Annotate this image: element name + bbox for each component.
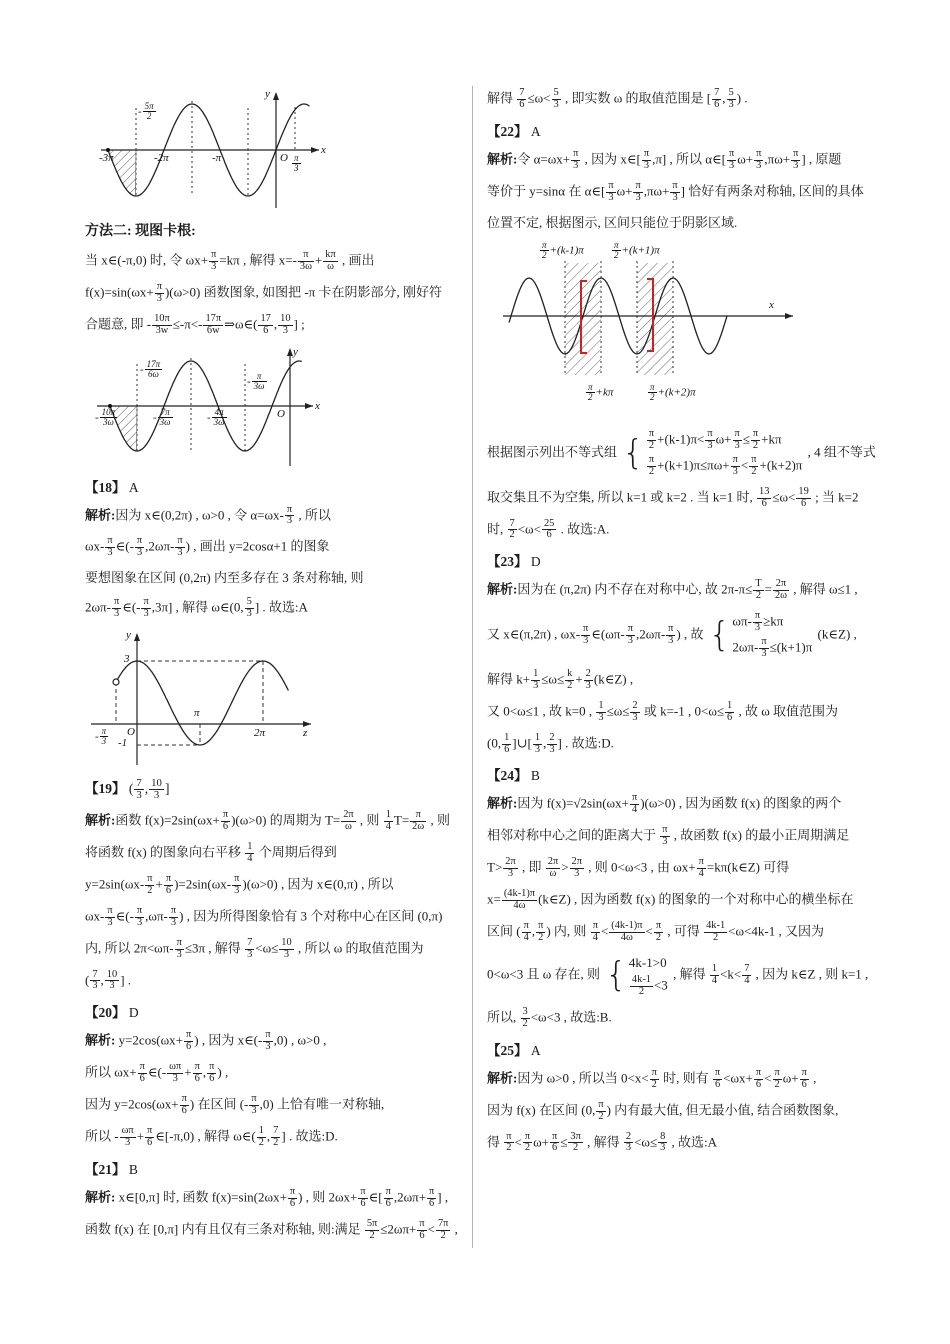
- fig4-label-top-left: $\frac{\pi}{2}$ +(k-1)π: [542, 240, 584, 261]
- text-line: 所以 ωx+ $\frac{\pi}{6}$ ∈(- $\frac{\omega\pi}{3}$ + $\frac{\pi}{6}$ , $\frac{\pi}{6}$ ) ,: [85, 1061, 229, 1085]
- text-line: 解得 k+ $\frac{1}{3}$ ≤ω≤ $\frac{k}{2}$ + $\frac{2}{3}$ (k∈Z) ,: [487, 667, 634, 691]
- fig3-label-z: z: [303, 726, 308, 739]
- fig3-label-m1: -1: [118, 736, 128, 749]
- right-column: [487, 88, 879, 1163]
- problem-20-head: 【20】 D: [85, 1005, 139, 1021]
- fig2-label-origin: O: [277, 407, 285, 420]
- problem-22-solution: [487, 149, 879, 232]
- fig2-label-m4pi3w: - $\frac{4\pi}{3\omega}$: [207, 406, 225, 427]
- fig4-label-bottom-left: $\frac{\pi}{2}$ +kπ: [588, 382, 614, 403]
- fig4-label-x: x: [769, 299, 774, 312]
- problem-21-solution-continued: [487, 88, 879, 111]
- problem-18-solution: [85, 505, 465, 620]
- problem-21-solution: [85, 1187, 465, 1242]
- fig3-label-origin: O: [127, 725, 135, 738]
- text-line: ωx- $\frac{\pi}{3}$ ∈(- $\frac{\pi}{3}$ ,2ωπ- $\frac{\pi}{3}$ ) , 画出 y=2cosα+1 的图象: [85, 535, 330, 559]
- problem-22-solution-part2: [487, 429, 879, 541]
- problem-25-solution: [487, 1068, 879, 1155]
- text-line: 要想图象在区间 (0,2π) 内至多存在 3 条对称轴, 则: [85, 570, 364, 586]
- text-line: 解析: y=2cos(ωx+ $\frac{\pi}{6}$ ) , 因为 x∈(- $\frac{\pi}{3}$ ,0) , ω>0 ,: [85, 1029, 327, 1053]
- text-line: 内, 所以 2π<ωπ- $\frac{\pi}{3}$ ≤3π , 解得 $\frac{7}{3}$ <ω≤ $\frac{10}{3}$ , 所以 ω 的取值范围为: [85, 936, 424, 960]
- fig1-y-arrow: [273, 92, 279, 100]
- text-line: 等价于 y=sinα 在 α∈[ $\frac{\pi}{3}$ ω+ $\frac{\pi}{3}$ ,πω+ $\frac{\pi}{3}$ ] 恰好有两条对称轴, 区间的具体: [487, 179, 864, 203]
- fig4-hatch-band-2: [637, 263, 673, 375]
- problem-24-head: 【24】 B: [487, 768, 540, 784]
- text-line: 因为 y=2cos(ωx+ $\frac{\pi}{6}$ ) 在区间 (- $\frac{\pi}{3}$ ,0) 上恰有唯一对称轴,: [85, 1093, 385, 1116]
- problem-23-solution: [487, 579, 879, 755]
- fig2-label-x: x: [315, 399, 320, 412]
- fig2-label-m7pi3w: - $\frac{7\pi}{3\omega}$: [153, 406, 171, 427]
- figure-sine-4: [501, 241, 803, 419]
- fig2-label-y: y: [293, 345, 298, 358]
- text-line: ( $\frac{7}{3}$ , $\frac{10}{3}$ ] .: [85, 968, 132, 992]
- fig4-hatch-band-1: [565, 263, 601, 375]
- figure-sine-2: [95, 346, 327, 470]
- fig1-label-y: y: [265, 88, 270, 100]
- text-line: y=2sin(ωx- $\frac{\pi}{2}$ + $\frac{\pi}{6}$ )=2sin(ωx- $\frac{\pi}{3}$ )(ω>0) , 因为 x∈(0,π) , 所以: [85, 872, 394, 896]
- problem-22-head: 【22】 A: [487, 123, 541, 139]
- fig2-label-m10pi3w: - $\frac{10\pi}{3\omega}$: [95, 406, 116, 427]
- text-line: 得 $\frac{\pi}{2}$ < $\frac{\pi}{2}$ ω+ $\frac{\pi}{6}$ ≤ $\frac{3\pi}{2}$ , 解得 $\frac{2}{3}$ <ω≤ $\frac{8}{3}$ , 故选:A: [487, 1130, 718, 1154]
- text-line: 当 x∈(-π,0) 时, 令 ωx+ $\frac{\pi}{3}$ =kπ , 解得 x=- $\frac{\pi}{3\omega}$ + $\frac{k\pi}{\omega}$ , 画出: [85, 249, 375, 272]
- text-line: 因为 f(x) 在区间 (0, $\frac{\pi}{2}$ ) 内有最大值, 但无最小值, 结合函数图象,: [487, 1098, 839, 1122]
- fig3-label-2pi: 2π: [254, 726, 266, 739]
- text-line: 解析:因为 ω>0 , 所以当 0<x< $\frac{\pi}{2}$ 时, 则有 $\frac{\pi}{6}$ <ωx+ $\frac{\pi}{6}$ < $\frac{\pi}{2}$ ω+ $\frac{\pi}{6}$ ,: [487, 1066, 817, 1090]
- fig1-label-minuspi: -π: [212, 152, 222, 164]
- text-line: 解析:令 α=ωx+ $\frac{\pi}{3}$ , 因为 x∈[ $\frac{\pi}{3}$ ,π] , 所以 α∈[ $\frac{\pi}{3}$ ω+ $\frac{\pi}{3}$ ,πω+ $\frac{\pi}{3}$ ] , 原题: [487, 147, 842, 171]
- text-line: 2ωπ- $\frac{\pi}{3}$ ∈(- $\frac{\pi}{3}$ ,3π] , 解得 ω∈(0, $\frac{5}{3}$ ] . 故选:A: [85, 595, 308, 619]
- text-line: 又 x∈(π,2π) , ωx- $\frac{\pi}{3}$ ∈(ωπ- $\frac{\pi}{3}$ ,2ωπ- $\frac{\pi}{3}$ ) , 故 { ωπ- $\frac{\pi}{3}$ ≥kπ 2ωπ- $\frac{\pi}{3}$ ≤(k+1)π (k∈Z) ,: [487, 610, 857, 660]
- text-line: 解析:因为 x∈(0,2π) , ω>0 , 令 α=ωx- $\frac{\pi}{3}$ , 所以: [85, 503, 331, 527]
- fig1-x-arrow: [311, 147, 319, 153]
- text-line: x= $\frac{(4k-1)\pi}{4\omega}$ (k∈Z) , 因为函数 f(x) 的图象的一个对称中心的横坐标在: [487, 888, 854, 911]
- text-line: 合题意, 即 - $\frac{10\pi}{3w}$ ≤-π<- $\frac{17\pi}{6w}$ ⇒ω∈( $\frac{17}{6}$ , $\frac{10}{3}$ ] ;: [85, 312, 305, 336]
- fig2-x-arrow: [305, 403, 313, 409]
- fig1-label-pi3: $\frac{\pi}{3}$: [294, 153, 299, 174]
- fig1-label-x: x: [321, 144, 326, 156]
- text-line: 根据图示列出不等式组 { $\frac{\pi}{2}$ +(k-1)π< $\frac{\pi}{3}$ ω+ $\frac{\pi}{3}$ ≤ $\frac{\pi}{2}$ +kπ $\frac{\pi}{2}$ +(k+1)π≤πω+ $\frac{\pi}{3}$ < $\frac{\pi}{2}$ +(k+2)π , 4 组不等式: [487, 428, 876, 477]
- problem-18-head: 【18】 A: [85, 479, 139, 495]
- fig4-label-top-right: $\frac{\pi}{2}$ +(k+1)π: [614, 240, 660, 261]
- fig3-label-y: y: [126, 628, 131, 641]
- fig1-label-minus5pi2: - $\frac{5\pi}{2}$: [138, 101, 154, 122]
- fig1-label-origin: O: [280, 152, 288, 164]
- figure-cosine-3-canvas: [87, 629, 319, 771]
- text-line: 解析: x∈[0,π] 时, 函数 f(x)=sin(2ωx+ $\frac{\pi}{6}$ ) , 则 2ωx+ $\frac{\pi}{6}$ ∈[ $\frac{\pi}{6}$ ,2ωπ+ $\frac{\pi}{6}$ ] ,: [85, 1185, 449, 1209]
- problem-25-head: 【25】 A: [487, 1042, 541, 1058]
- text-line: T> $\frac{2\pi}{3}$ , 即 $\frac{2\pi}{\omega}$ > $\frac{2\pi}{3}$ , 则 0<ω<3 , 由 ωx+ $\frac{\pi}{4}$ =kπ(k∈Z) 可得: [487, 856, 790, 880]
- fig3-y-arrow: [134, 633, 140, 641]
- text-line: 所以, $\frac{3}{2}$ <ω<3 , 故选:B.: [487, 1006, 612, 1029]
- figure-sine-1-canvas: [99, 88, 331, 212]
- method2-heading: 方法二: 现图卡根:: [85, 224, 196, 239]
- figure-cosine-3: [87, 629, 319, 771]
- text-line: 解析:因为在 (π,2π) 内不存在对称中心, 故 2π-π≤ $\frac{T}{2}$ = $\frac{2\pi}{2\omega}$ , 解得 ω≤1 ,: [487, 578, 858, 602]
- text-line: 0<ω<3 且 ω 存在, 则 { 4k-1>0 $\frac{4k-1}{2}$ <3 , 解得 $\frac{1}{4}$ <k< $\frac{7}{4}$ , 因为 k∈Z , 则 k=1 ,: [487, 954, 869, 998]
- text-line: 时, $\frac{7}{2}$ <ω< $\frac{25}{6}$ . 故选:A.: [487, 517, 610, 541]
- text-line: 解得 $\frac{7}{6}$ ≤ω< $\frac{5}{3}$ , 即实数 ω 的取值范围是 [ $\frac{7}{6}$ , $\frac{5}{3}$ ) .: [487, 87, 748, 110]
- problem-20-solution: [85, 1030, 465, 1148]
- text-line: f(x)=sin(ωx+ $\frac{\pi}{3}$ )(ω>0) 函数图象, 如图把 -π 卡在阴影部分, 刚好符: [85, 280, 442, 304]
- method2-text: [85, 250, 465, 337]
- text-line: 所以 - $\frac{\omega\pi}{3}$ + $\frac{\pi}{6}$ ∈[-π,0) , 解得 ω∈( $\frac{1}{2}$ , $\frac{7}{2}$ ] . 故选:D.: [85, 1124, 338, 1148]
- text-line: 解析:因为 f(x)=√2sin(ωx+ $\frac{\pi}{4}$ )(ω>0) , 因为函数 f(x) 的图象的两个: [487, 792, 842, 816]
- fig3-label-pi: π: [194, 706, 200, 719]
- fig1-label-minus3pi: -3π: [99, 152, 114, 164]
- left-column: [85, 88, 465, 1250]
- text-line: 又 0<ω≤1 , 故 k=0 , $\frac{1}{3}$ ≤ω≤ $\frac{2}{3}$ 或 k=-1 , 0<ω≤ $\frac{1}{6}$ , 故 ω 取值范围为: [487, 699, 839, 723]
- fig1-label-minus2pi: -2π: [154, 152, 169, 164]
- fig4-x-arrow: [785, 313, 793, 319]
- text-line: 将函数 f(x) 的图象向右平移 $\frac{1}{4}$ 个周期后得到: [85, 841, 337, 865]
- fig3-label-mpi3: - $\frac{\pi}{3}$: [95, 725, 107, 746]
- problem-21-head: 【21】 B: [85, 1161, 138, 1177]
- text-line: 区间 ( $\frac{\pi}{4}$ , $\frac{\pi}{2}$ ) 内, 则 $\frac{\pi}{4}$ < $\frac{(4k-1)\pi}{4\omega}$ < $\frac{\pi}{2}$ , 可得 $\frac{4k-1}{2}$ <ω<4k-1 , 又因为: [487, 919, 824, 943]
- fig2-label-mpi3w: - $\frac{\pi}{3\omega}$: [247, 370, 265, 391]
- fig2-label-m17pi6w: - $\frac{17\pi}{6\omega}$: [140, 358, 161, 379]
- text-line: 相邻对称中心之间的距离大于 $\frac{\pi}{3}$ , 故函数 f(x) 的最小正周期满足: [487, 824, 850, 848]
- text-line: ωx- $\frac{\pi}{3}$ ∈(- $\frac{\pi}{3}$ ,ωπ- $\frac{\pi}{3}$ ) , 因为所得图象恰有 3 个对称中心在区间 (0,π): [85, 904, 443, 928]
- fig3-open-endpoint: [113, 679, 119, 685]
- fig4-label-bottom-right: $\frac{\pi}{2}$ +(k+2)π: [650, 382, 696, 403]
- figure-sine-1: [99, 88, 331, 212]
- text-line: 解析:函数 f(x)=2sin(ωx+ $\frac{\pi}{6}$ )(ω>0) 的周期为 T= $\frac{2\pi}{\omega}$ , 则 $\frac{1}{4}$ T= $\frac{\pi}{2\omega}$ , 则: [85, 809, 450, 833]
- problem-19-head: 【19】 ( $\frac{7}{3}$ , $\frac{10}{3}$ ]: [85, 776, 170, 801]
- text-line: 函数 f(x) 在 [0,π] 内有且仅有三条对称轴, 则:满足 $\frac{5\pi}{2}$ ≤2ωπ+ $\frac{\pi}{6}$ < $\frac{7\pi}{2}$ ,: [85, 1217, 458, 1241]
- fig3-label-3: 3: [124, 652, 130, 665]
- problem-24-solution: [487, 793, 879, 1029]
- problem-23-head: 【23】 D: [487, 554, 541, 570]
- problem-19-solution: [85, 810, 465, 992]
- column-divider: [472, 86, 473, 1248]
- text-line: 位置不定, 根据图示, 区间只能位于阴影区域.: [487, 214, 738, 230]
- text-line: (0, $\frac{1}{6}$ ]∪[ $\frac{1}{3}$ , $\frac{2}{3}$ ] . 故选:D.: [487, 731, 614, 755]
- text-line: 取交集且不为空集, 所以 k=1 或 k=2 . 当 k=1 时, $\frac{13}{6}$ ≤ω< $\frac{19}{6}$ ; 当 k=2: [487, 485, 859, 509]
